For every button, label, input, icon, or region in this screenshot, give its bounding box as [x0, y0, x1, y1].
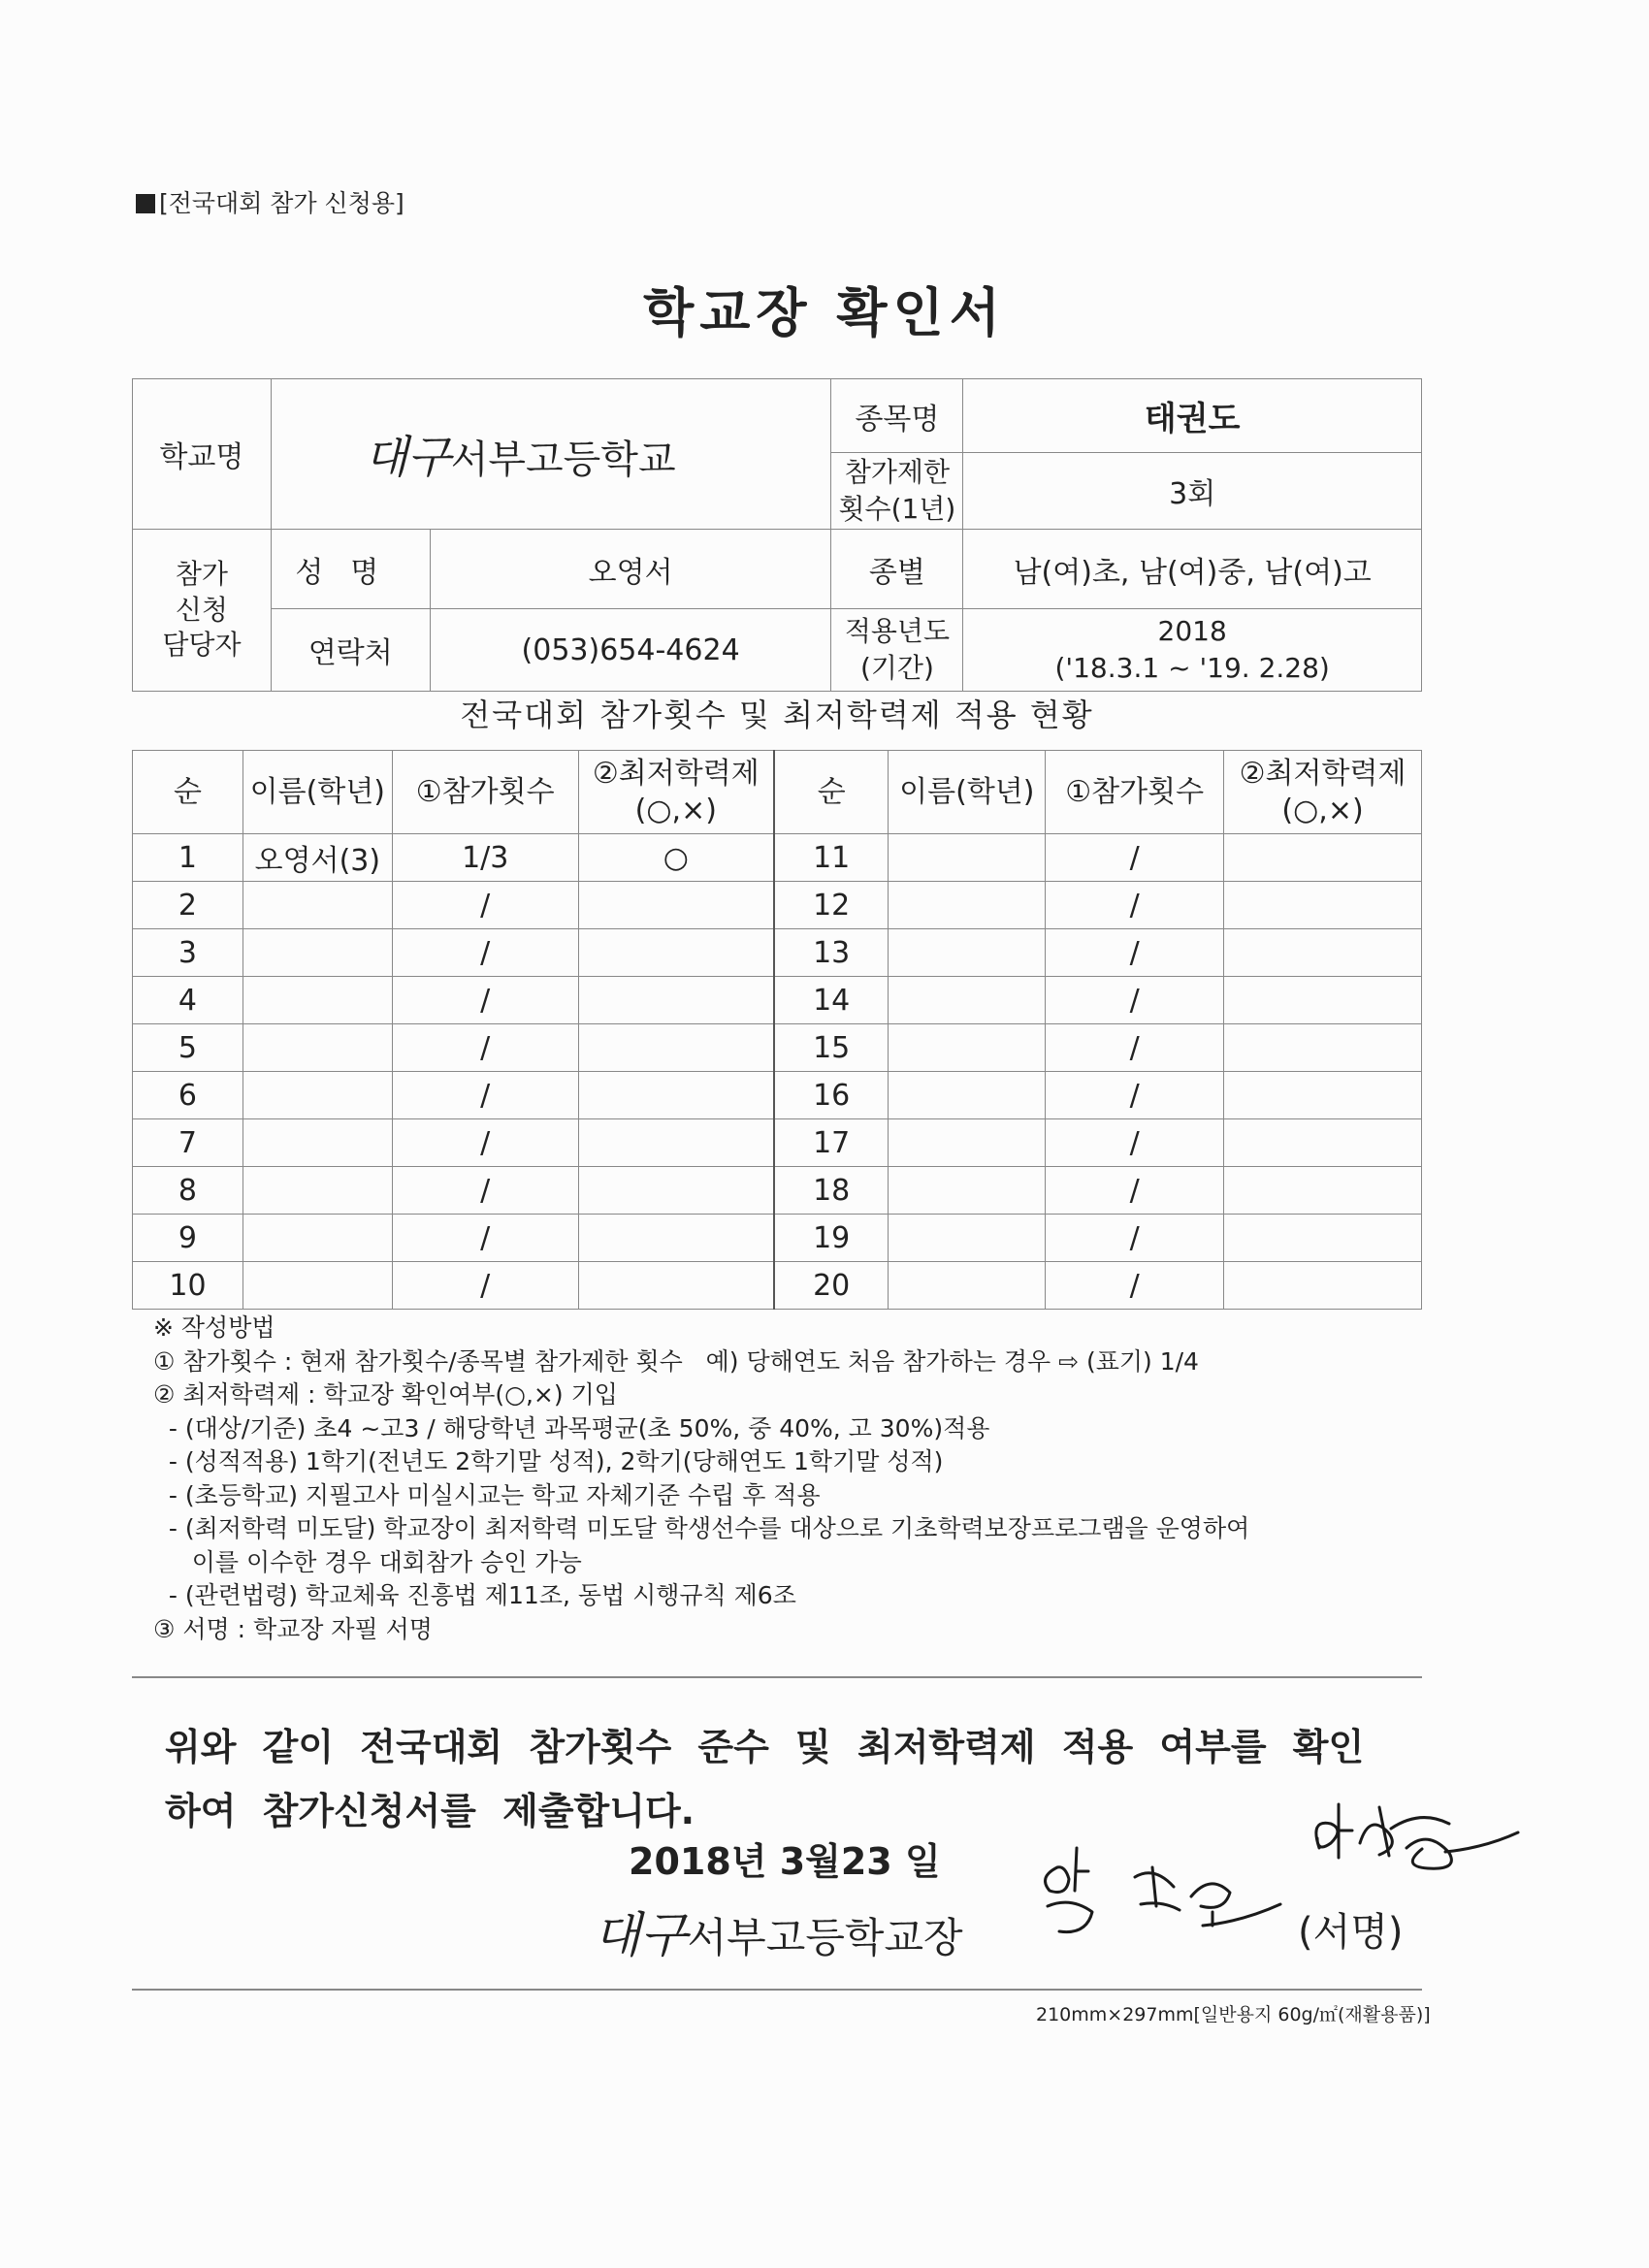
- participation-count: /: [392, 882, 578, 929]
- min-grade-check: [578, 1024, 774, 1072]
- roster-header-row: [133, 751, 1422, 834]
- min-grade-check: [578, 929, 774, 977]
- min-grade-marks: (○,×): [634, 793, 717, 827]
- participation-count: /: [392, 1072, 578, 1119]
- min-grade-check: [578, 977, 774, 1024]
- participation-count: /: [1046, 882, 1224, 929]
- table-row: [133, 834, 1422, 882]
- year-value-cell: [963, 609, 1422, 692]
- principal-handwritten-region: 대구: [594, 1907, 688, 1963]
- year-label-cell: [831, 609, 963, 692]
- school-name-cell: [271, 379, 831, 530]
- contact-label-line3: 담당자: [162, 629, 242, 662]
- col-header-no: 순: [133, 751, 243, 834]
- min-grade-check: [1224, 929, 1422, 977]
- participation-count: /: [1046, 834, 1224, 882]
- participation-roster-table: [132, 750, 1422, 1310]
- min-grade-check: [1224, 834, 1422, 882]
- min-grade-check: ○: [578, 834, 774, 882]
- row-number: 14: [774, 977, 889, 1024]
- min-grade-title: ②최저학력제: [592, 757, 760, 791]
- year-value: 2018: [1157, 615, 1227, 648]
- min-grade-check: [578, 1167, 774, 1215]
- min-grade-check: [578, 1119, 774, 1167]
- limit-label-line2: 횟수(1년): [838, 493, 956, 525]
- school-label: 학교명: [133, 379, 272, 530]
- min-grade-check: [1224, 1072, 1422, 1119]
- student-name: [242, 977, 392, 1024]
- student-name: [242, 882, 392, 929]
- row-number: 2: [133, 882, 243, 929]
- name-label: 성명: [271, 530, 430, 609]
- instruction-line: ③ 서명 : 학교장 자필 서명: [153, 1614, 433, 1643]
- row-number: 1: [133, 834, 243, 882]
- participation-count: /: [392, 1262, 578, 1310]
- limit-label-line1: 참가제한: [844, 456, 951, 489]
- table-row: [133, 882, 1422, 929]
- student-name: [242, 1072, 392, 1119]
- min-grade-title-2: ②최저학력제: [1239, 757, 1406, 791]
- participation-count: /: [392, 977, 578, 1024]
- participation-count: /: [392, 1024, 578, 1072]
- row-number: 7: [133, 1119, 243, 1167]
- participation-count: /: [1046, 1119, 1224, 1167]
- instruction-line: - (관련법령) 학교체육 진흥법 제11조, 동법 시행규칙 제6조: [153, 1581, 796, 1609]
- contact-label-line2: 신청: [175, 593, 228, 626]
- participation-count: /: [1046, 1215, 1224, 1262]
- min-grade-check: [1224, 1024, 1422, 1072]
- student-name: [242, 1262, 392, 1310]
- col-header-no-2: 순: [774, 751, 889, 834]
- row-number: 19: [774, 1215, 889, 1262]
- sport-value: 태권도: [963, 379, 1422, 453]
- table-row: [133, 1119, 1422, 1167]
- handwritten-signature: [1018, 1790, 1542, 1984]
- form-type-tag: [136, 184, 404, 219]
- participation-count: /: [1046, 1072, 1224, 1119]
- min-grade-check: [578, 1072, 774, 1119]
- student-name: [889, 929, 1046, 977]
- student-name: 오영서(3): [242, 834, 392, 882]
- min-grade-check: [578, 1262, 774, 1310]
- limit-label-cell: [831, 453, 963, 530]
- row-number: 20: [774, 1262, 889, 1310]
- divider-line: [132, 1676, 1422, 1678]
- min-grade-check: [1224, 1119, 1422, 1167]
- student-name: [889, 1024, 1046, 1072]
- roster-section-title: 전국대회 참가횟수 및 최저학력제 적용 현황: [460, 697, 1094, 733]
- col-header-count-2: ①참가횟수: [1046, 751, 1224, 834]
- footer-divider: [132, 1989, 1422, 1991]
- year-label-line2: (기간): [859, 652, 934, 684]
- row-number: 6: [133, 1072, 243, 1119]
- phone-label: 연락처: [271, 609, 430, 692]
- col-header-count: ①참가횟수: [392, 751, 578, 834]
- row-number: 16: [774, 1072, 889, 1119]
- submission-date: 2018년 3월23 일: [629, 1840, 941, 1883]
- row-number: 8: [133, 1167, 243, 1215]
- principal-school-title: 서부고등학교장: [687, 1914, 963, 1961]
- instruction-line: ① 참가횟수 : 현재 참가횟수/종목별 참가제한 횟수 예) 당해연도 처음 참가하는 경우 ⇨ (표기) 1/4: [153, 1346, 1199, 1376]
- phone-value: (053)654-4624: [430, 609, 831, 692]
- row-number: 9: [133, 1215, 243, 1262]
- participation-count: /: [392, 1119, 578, 1167]
- row-number: 13: [774, 929, 889, 977]
- student-name: [242, 1167, 392, 1215]
- col-header-name-2: 이름(학년): [889, 751, 1046, 834]
- student-name: [242, 929, 392, 977]
- student-name: [242, 1024, 392, 1072]
- limit-value: 3회: [963, 453, 1422, 530]
- col-header-min-grade-2: [1224, 751, 1422, 834]
- student-name: [242, 1215, 392, 1262]
- row-number: 15: [774, 1024, 889, 1072]
- row-number: 4: [133, 977, 243, 1024]
- col-header-min-grade: [578, 751, 774, 834]
- student-name: [889, 882, 1046, 929]
- student-name: [889, 1262, 1046, 1310]
- instructions: [153, 1312, 1249, 1646]
- instruction-line: 이를 이수한 경우 대회참가 승인 가능: [153, 1547, 582, 1576]
- participation-count: /: [1046, 977, 1224, 1024]
- school-info-table: [132, 378, 1422, 692]
- student-name: [889, 1072, 1046, 1119]
- black-square-icon: [136, 194, 155, 213]
- contact-label-cell: [133, 530, 272, 692]
- name-value: 오영서: [430, 530, 831, 609]
- instruction-line: - (최저학력 미도달) 학교장이 최저학력 미도달 학생선수를 대상으로 기초학력보장프로그램을 운영하여: [153, 1514, 1250, 1542]
- paper-spec: 210mm×297mm[일반용지 60g/㎡(재활용품)]: [1036, 2004, 1431, 2025]
- sign-label: (서명): [1298, 1910, 1404, 1955]
- category-label: 종별: [831, 530, 963, 609]
- category-value: 남(여)초, 남(여)중, 남(여)고: [963, 530, 1422, 609]
- table-row: [133, 977, 1422, 1024]
- period-value: ('18.3.1 ~ '19. 2.28): [1054, 652, 1330, 684]
- table-row: [133, 1024, 1422, 1072]
- min-grade-check: [1224, 1167, 1422, 1215]
- min-grade-check: [1224, 882, 1422, 929]
- row-number: 3: [133, 929, 243, 977]
- min-grade-check: [578, 882, 774, 929]
- student-name: [889, 977, 1046, 1024]
- participation-count: /: [1046, 1262, 1224, 1310]
- student-name: [242, 1119, 392, 1167]
- instruction-line: - (초등학교) 지필고사 미실시교는 학교 자체기준 수립 후 적용: [153, 1480, 821, 1509]
- student-name: [889, 834, 1046, 882]
- student-name: [889, 1215, 1046, 1262]
- min-grade-marks-2: (○,×): [1281, 793, 1364, 827]
- principal-title: [594, 1896, 963, 1966]
- instructions-heading: ※ 작성방법: [153, 1313, 275, 1342]
- student-name: [889, 1119, 1046, 1167]
- participation-count: /: [1046, 1167, 1224, 1215]
- table-row: [133, 1262, 1422, 1310]
- year-label-line1: 적용년도: [844, 615, 951, 648]
- participation-count: 1/3: [392, 834, 578, 882]
- table-row: [133, 1167, 1422, 1215]
- table-row: [133, 929, 1422, 977]
- instruction-line: ② 최저학력제 : 학교장 확인여부(○,×) 기입: [153, 1380, 618, 1409]
- row-number: 18: [774, 1167, 889, 1215]
- table-row: [133, 1215, 1422, 1262]
- contact-label-line1: 참가: [175, 558, 228, 591]
- min-grade-check: [578, 1215, 774, 1262]
- document-title: 학교장 확인서: [643, 282, 1006, 343]
- row-number: 5: [133, 1024, 243, 1072]
- col-header-name: 이름(학년): [242, 751, 392, 834]
- min-grade-check: [1224, 977, 1422, 1024]
- participation-count: /: [1046, 929, 1224, 977]
- min-grade-check: [1224, 1262, 1422, 1310]
- participation-count: /: [392, 929, 578, 977]
- row-number: 12: [774, 882, 889, 929]
- student-name: [889, 1167, 1046, 1215]
- row-number: 17: [774, 1119, 889, 1167]
- row-number: 11: [774, 834, 889, 882]
- form-type-label: [전국대회 참가 신청용]: [159, 189, 404, 217]
- sport-label: 종목명: [831, 379, 963, 453]
- participation-count: /: [392, 1215, 578, 1262]
- participation-count: /: [392, 1167, 578, 1215]
- row-number: 10: [133, 1262, 243, 1310]
- table-row: [133, 1072, 1422, 1119]
- school-name-handwritten: 대구: [364, 431, 451, 483]
- statement-line-2: 하여 참가신청서를 제출합니다.: [165, 1790, 695, 1832]
- school-name: 서부고등학교: [450, 437, 676, 482]
- participation-count: /: [1046, 1024, 1224, 1072]
- instruction-line: - (성적적용) 1학기(전년도 2학기말 성적), 2학기(당해연도 1학기말 성적): [153, 1447, 944, 1475]
- min-grade-check: [1224, 1215, 1422, 1262]
- instruction-line: - (대상/기준) 초4 ~고3 / 해당학년 과목평균(초 50%, 중 40%, 고 30%)적용: [153, 1413, 990, 1442]
- statement-line-1: 위와 같이 전국대회 참가횟수 준수 및 최저학력제 적용 여부를 확인: [165, 1726, 1365, 1768]
